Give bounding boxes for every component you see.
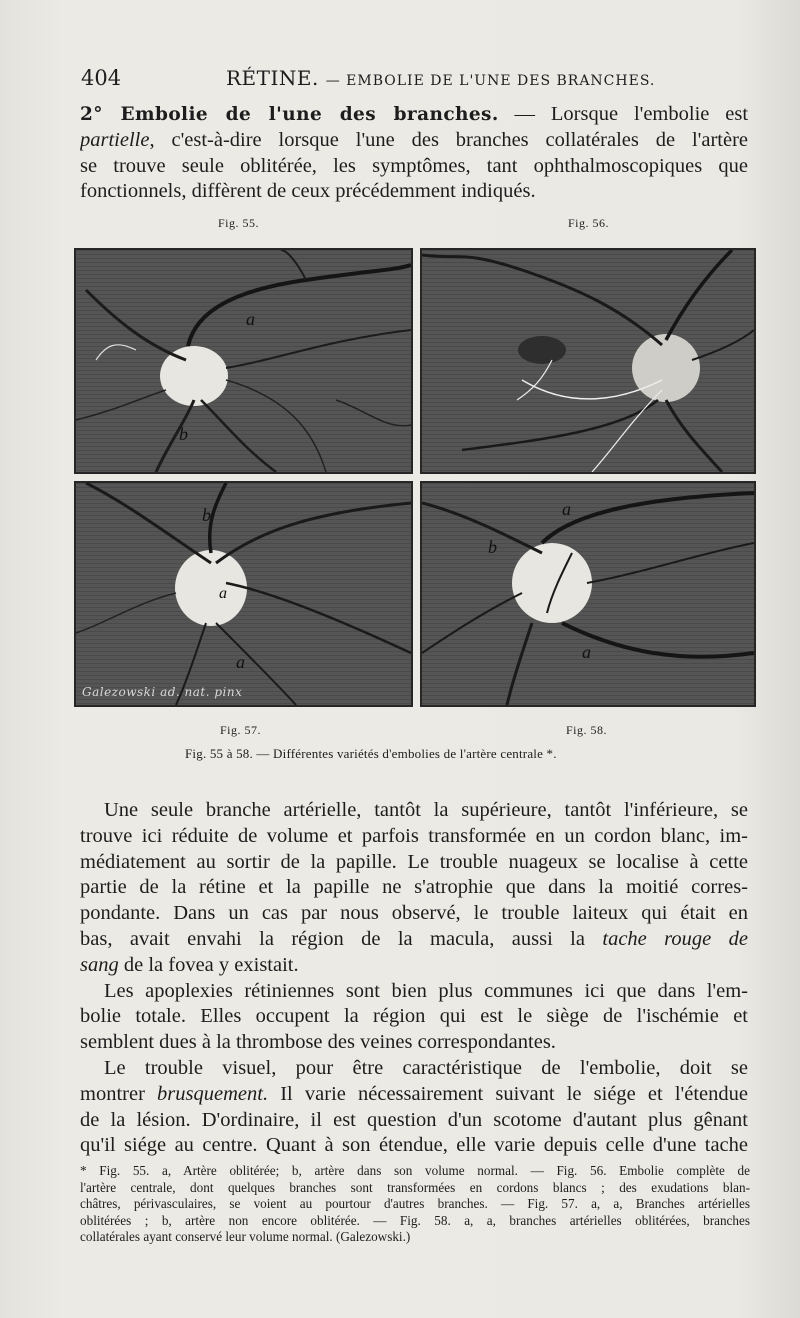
p2-line-2: bolie totale. Elles occupent la région qui est le siège de l'ischémie et [80,1005,748,1028]
fig-57-drawing [76,483,411,705]
fig-57-fundus-image [74,481,413,707]
fig-58-fundus-image [420,481,756,707]
page-number: 404 [81,66,122,90]
fig-56-label: Fig. 56. [568,216,610,230]
p2-line-1: Les apoplexies rétiniennes sont bien plus communes ici que dans l'em- [104,979,748,1002]
p1-line-4: partie de la rétine et la papille ne s'atrophie que dans la moitié corres- [80,876,748,899]
intro-line-2: partielle, c'est-à-dire lorsque l'une des branches collatérales de l'artère [80,128,748,151]
running-title-main: RÉTINE. [226,66,319,90]
fig-55-label: Fig. 55. [218,216,260,230]
running-header [81,66,761,94]
running-title-rest: — EMBOLIE DE L'UNE DES BRANCHES. [325,73,656,89]
footnote-line-4: oblitérées ; b, artère non encore oblitérée. — Fig. 58. a, a, branches artérielles oblitérées, branches [80,1212,750,1228]
intro-line-4: fonctionnels, diffèrent de ceux précédemment indiqués. [80,180,536,203]
fig-55-drawing [76,250,411,472]
footnote-line-5: collatérales ayant conservé leur volume normal. (Galezowski.) [80,1229,411,1244]
p3-line-2: montrer brusquement. Il varie nécessairement suivant le siége et l'étendue [80,1082,748,1105]
p3-line-4: qu'il siége au centre. Quant à son étendue, elle varie depuis celle d'une tache [80,1134,748,1157]
fig-58-annotation-a2: a [582,642,591,662]
fig-57-label: Fig. 57. [220,723,262,737]
artist-signature: Galezowski ad. nat. pinx [82,685,243,699]
intro-line-3: se trouve seule oblitérée, les symptômes, tant ophthalmoscopiques que [80,154,748,177]
body-text [80,798,748,1159]
p3-line-1: Le trouble visuel, pour être caractéristique de l'embolie, doit se [104,1056,748,1079]
fig-57-annotation-b: b [202,505,211,525]
p3-line-3: de la lésion. D'ordinaire, il est question d'un scotome d'autant plus gênant [80,1108,748,1131]
fig-57-annotation-a1: a [219,585,227,602]
fig-58-annotation-b: b [488,537,497,557]
fig-58-annotation-a1: a [562,499,571,519]
fig-55-annotation-b: b [179,424,188,444]
footnote-line-3: châtres, périvasculaires, se voient au pourtour d'autres branches. — Fig. 57. a, a, Branches artérielles [80,1196,750,1211]
footnote-line-1: * Fig. 55. a, Artère oblitérée; b, artère dans son volume normal. — Fig. 56. Embolie complète de [80,1163,750,1178]
fig-57-annotation-a2: a [236,652,245,672]
section-heading: 2° Embolie de l'une des branches. [80,104,499,125]
fig-55-annotation-a: a [246,309,255,329]
fig-55-fundus-image [74,248,413,474]
footnote [80,1163,750,1246]
fig-56-fundus-image [420,248,756,474]
p1-line-5: pondante. Dans un cas par nous observé, le trouble laiteux qui était en [80,902,748,925]
figure-caption: Fig. 55 à 58. — Différentes variétés d'embolies de l'artère centrale *. [185,746,557,761]
p1-line-3: médiatement au sortir de la papille. Le trouble nuageux se localise à cette [80,850,748,873]
p2-line-3: semblent dues à la thrombose des veines correspondantes. [80,1031,556,1054]
p1-line-6: bas, avait envahi la région de la macula, aussi la tache rouge de [80,927,748,950]
intro-line-1: 2° Embolie de l'une des branches. — Lorsque l'embolie est [80,103,748,125]
fig-56-drawing [422,250,754,472]
fig-58-drawing [422,483,754,705]
p1-line-1: Une seule branche artérielle, tantôt la supérieure, tantôt l'inférieure, se [104,799,748,821]
running-title [226,66,655,90]
p1-line-7: sang de la fovea y existait. [80,953,299,976]
intro-paragraph [80,102,748,205]
footnote-line-2: l'artère centrale, dont quelques branches sont transformées en cordons blancs ; des exudations blan- [80,1179,750,1195]
fig-58-label: Fig. 58. [566,723,608,737]
p1-line-2: trouve ici réduite de volume et parfois transformée en un cordon blanc, im- [80,824,748,847]
